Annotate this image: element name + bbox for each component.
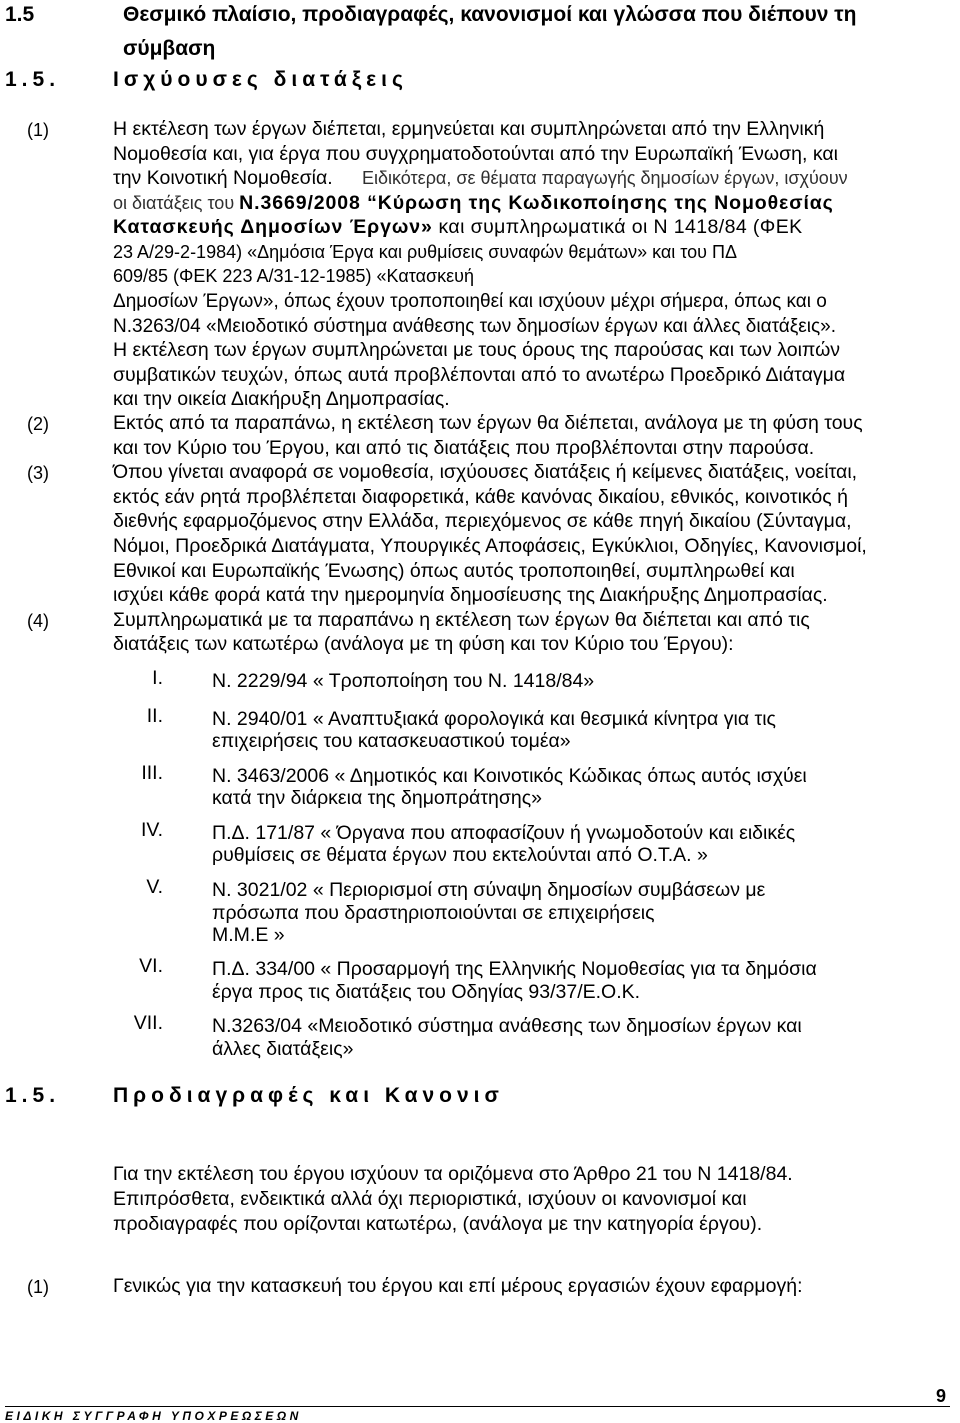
law-text: Ν. 3021/02 « Περιορισμοί στη σύναψη δημοσίων συμβάσεων με [212,879,766,901]
law-number: II. [146,705,163,727]
law-text: πρόσωπα που δραστηριοποιούνται σε επιχειρήσεις [212,902,655,924]
footer-title: ΕΙΔΙΚΗ ΣΥΓΓΡΑΦΗ ΥΠΟΧΡΕΩΣΕΩΝ [5,1409,302,1423]
paragraph-marker: (1) [27,120,49,140]
paragraph-line: εκτός εάν ρητά προβλέπεται διαφορετικά, κάθε κανόνας δικαίου, εθνικός, κοινοτικός ή [113,486,848,508]
law-number: III. [141,762,163,784]
law-text: ρυθμίσεις σε θέματα έργων που εκτελούνται από Ο.Τ.Α. » [212,844,708,866]
law-title-bold: Κατασκευής Δημοσίων Έργων» [113,216,433,238]
paragraph-line: διατάξεις των κατωτέρω (ανάλογα με τη φύση και τον Κύριο του Έργου): [113,633,734,655]
paragraph-line: Η εκτέλεση των έργων συμπληρώνεται με τους όρους της παρούσας και των λοιπών [113,339,841,361]
paragraph-line: ισχύει κάθε φορά κατά την ημερομηνία δημοσίευσης της Διακήρυξης Δημοπρασίας. [113,584,828,606]
paragraph-line: Εκτός από τα παραπάνω, η εκτέλεση των έργων θα διέπεται, ανάλογα με τη φύση τους [113,412,863,434]
law-text: έργα προς τις διατάξεις του Οδηγίας 93/37/Ε.Ο.Κ. [212,981,641,1003]
paragraph-marker: (1) [27,1277,49,1297]
law-reference: Ν.3669/2008 “Κύρωση της Κωδικοποίησης της Νομοθεσίας [239,192,834,214]
subsection-title: Ισχύουσες διατάξεις [113,68,408,91]
paragraph-line: διεθνής εφαρμοζόμενος στην Ελλάδα, περιεχόμενος σε κάθε πηγή δικαίου (Σύνταγμα, [113,510,852,532]
section-number: 1.5 [5,3,35,26]
paragraph-line: προδιαγραφές που ορίζονται κατωτέρω, (ανάλογα με την κατηγορία έργου). [113,1213,763,1235]
subsection-title: Προδιαγραφές και Κανονισ [113,1084,504,1107]
paragraph-line: και τον Κύριο του Έργου, και από τις διατάξεις που προβλέπονται στην παρούσα. [113,437,815,459]
subsection-number: 1.5. [5,1084,61,1107]
law-text: επιχειρήσεις του κατασκευαστικού τομέα» [212,730,571,752]
subsection-number: 1.5. [5,68,61,91]
paragraph-line: 609/85 (ΦΕΚ 223 Α/31-12-1985) «Κατασκευή [113,266,474,286]
section-title-line2: σύμβαση [123,37,216,60]
section-title-line1: Θεσμικό πλαίσιο, προδιαγραφές, κανονισμοί και γλώσσα που διέπουν τη [123,3,857,26]
paragraph-line: Νόμοι, Προεδρικά Διατάγματα, Υπουργικές Αποφάσεις, Εγκύκλιοι, Οδηγίες, Κανονισμοί, [113,535,867,557]
paragraph-line: Η εκτέλεση των έργων διέπεται, ερμηνεύεται και συμπληρώνεται από την Ελληνική [113,118,825,140]
footer-divider [5,1406,950,1407]
paragraph-line: και την οικεία Διακήρυξη Δημοπρασίας. [113,388,450,410]
paragraph-marker: (2) [27,414,49,434]
law-number: IV. [140,819,163,841]
page-number: 9 [936,1386,947,1406]
law-text: Ν. 2229/94 « Τροποποίηση του Ν. 1418/84» [212,670,595,692]
paragraph-marker: (3) [27,463,49,483]
paragraph-line: Επιπρόσθετα, ενδεικτικά αλλά όχι περιοριστικά, ισχύουν οι κανονισμοί και [113,1188,747,1210]
law-text: Π.Δ. 334/00 « Προσαρμογή της Ελληνικής Νομοθεσίας για τα δημόσια [212,958,817,980]
law-text: Ν.3263/04 «Μειοδοτικό σύστημα ανάθεσης των δημοσίων έργων και [212,1015,802,1037]
paragraph-marker: (4) [27,611,49,631]
law-text: Ν. 2940/01 « Αναπτυξιακά φορολογικά και θεσμικά κίνητρα για τις [212,708,776,730]
paragraph-text: οι διατάξεις του [113,193,240,213]
paragraph-line: Ν.3263/04 «Μειοδοτικό σύστημα ανάθεσης των δημοσίων έργων και άλλες διατάξεις». [113,316,836,337]
law-text: άλλες διατάξεις» [212,1038,354,1060]
paragraph-line: Νομοθεσία και, για έργα που συγχρηματοδοτούνται από την Ευρωπαϊκή Ένωση, και [113,143,838,165]
paragraph-line [113,191,834,216]
law-number: V. [146,876,163,898]
law-text: Μ.Μ.Ε » [212,924,285,946]
paragraph-line: Δημοσίων Έργων», όπως έχουν τροποποιηθεί και ισχύουν μέχρι σήμερα, όπως και ο [113,291,827,312]
law-text: κατά την διάρκεια της δημοπράτησης» [212,787,542,809]
paragraph-line: Εθνικοί και Ευρωπαϊκής Ένωσης) όπως αυτός τροποποιηθεί, συμπληρωθεί και [113,560,795,582]
law-text: Ν. 3463/2006 « Δημοτικός και Κοινοτικός Κώδικας όπως αυτός ισχύει [212,765,807,787]
paragraph-line: Όπου γίνεται αναφορά σε νομοθεσία, ισχύουσες διατάξεις ή κείμενες διατάξεις, νοείται, [113,461,858,483]
paragraph-line: Γενικώς για την κατασκευή του έργου και επί μέρους εργασιών έχουν εφαρμογή: [113,1275,803,1297]
paragraph-line: 23 Α/29-2-1984) «Δημόσια Έργα και ρυθμίσεις συναφών θεμάτων» και του ΠΔ [113,242,737,262]
law-text: Π.Δ. 171/87 « Όργανα που αποφασίζουν ή γνωμοδοτούν και ειδικές [212,822,796,844]
paragraph-text: και συμπληρωματικά οι Ν 1418/84 (ΦΕΚ [432,216,803,238]
paragraph-line [113,215,803,240]
paragraph-line: Συμπληρωματικά με τα παραπάνω η εκτέλεση των έργων θα διέπεται και από τις [113,609,810,631]
law-number: VI. [139,955,163,977]
paragraph-line: Για την εκτέλεση του έργου ισχύουν τα οριζόμενα στο Άρθρο 21 του Ν 1418/84. [113,1163,793,1185]
paragraph-line: συμβατικών τευχών, όπως αυτά προβλέπονται από το ανωτέρω Προεδρικό Διάταγμα [113,364,846,386]
paragraph-line: την Κοινοτική Νομοθεσία. [113,167,333,189]
law-number: I. [152,667,163,689]
law-number: VII. [133,1012,163,1034]
paragraph-line: Ειδικότερα, σε θέματα παραγωγής δημοσίων έργων, ισχύουν [362,168,848,188]
